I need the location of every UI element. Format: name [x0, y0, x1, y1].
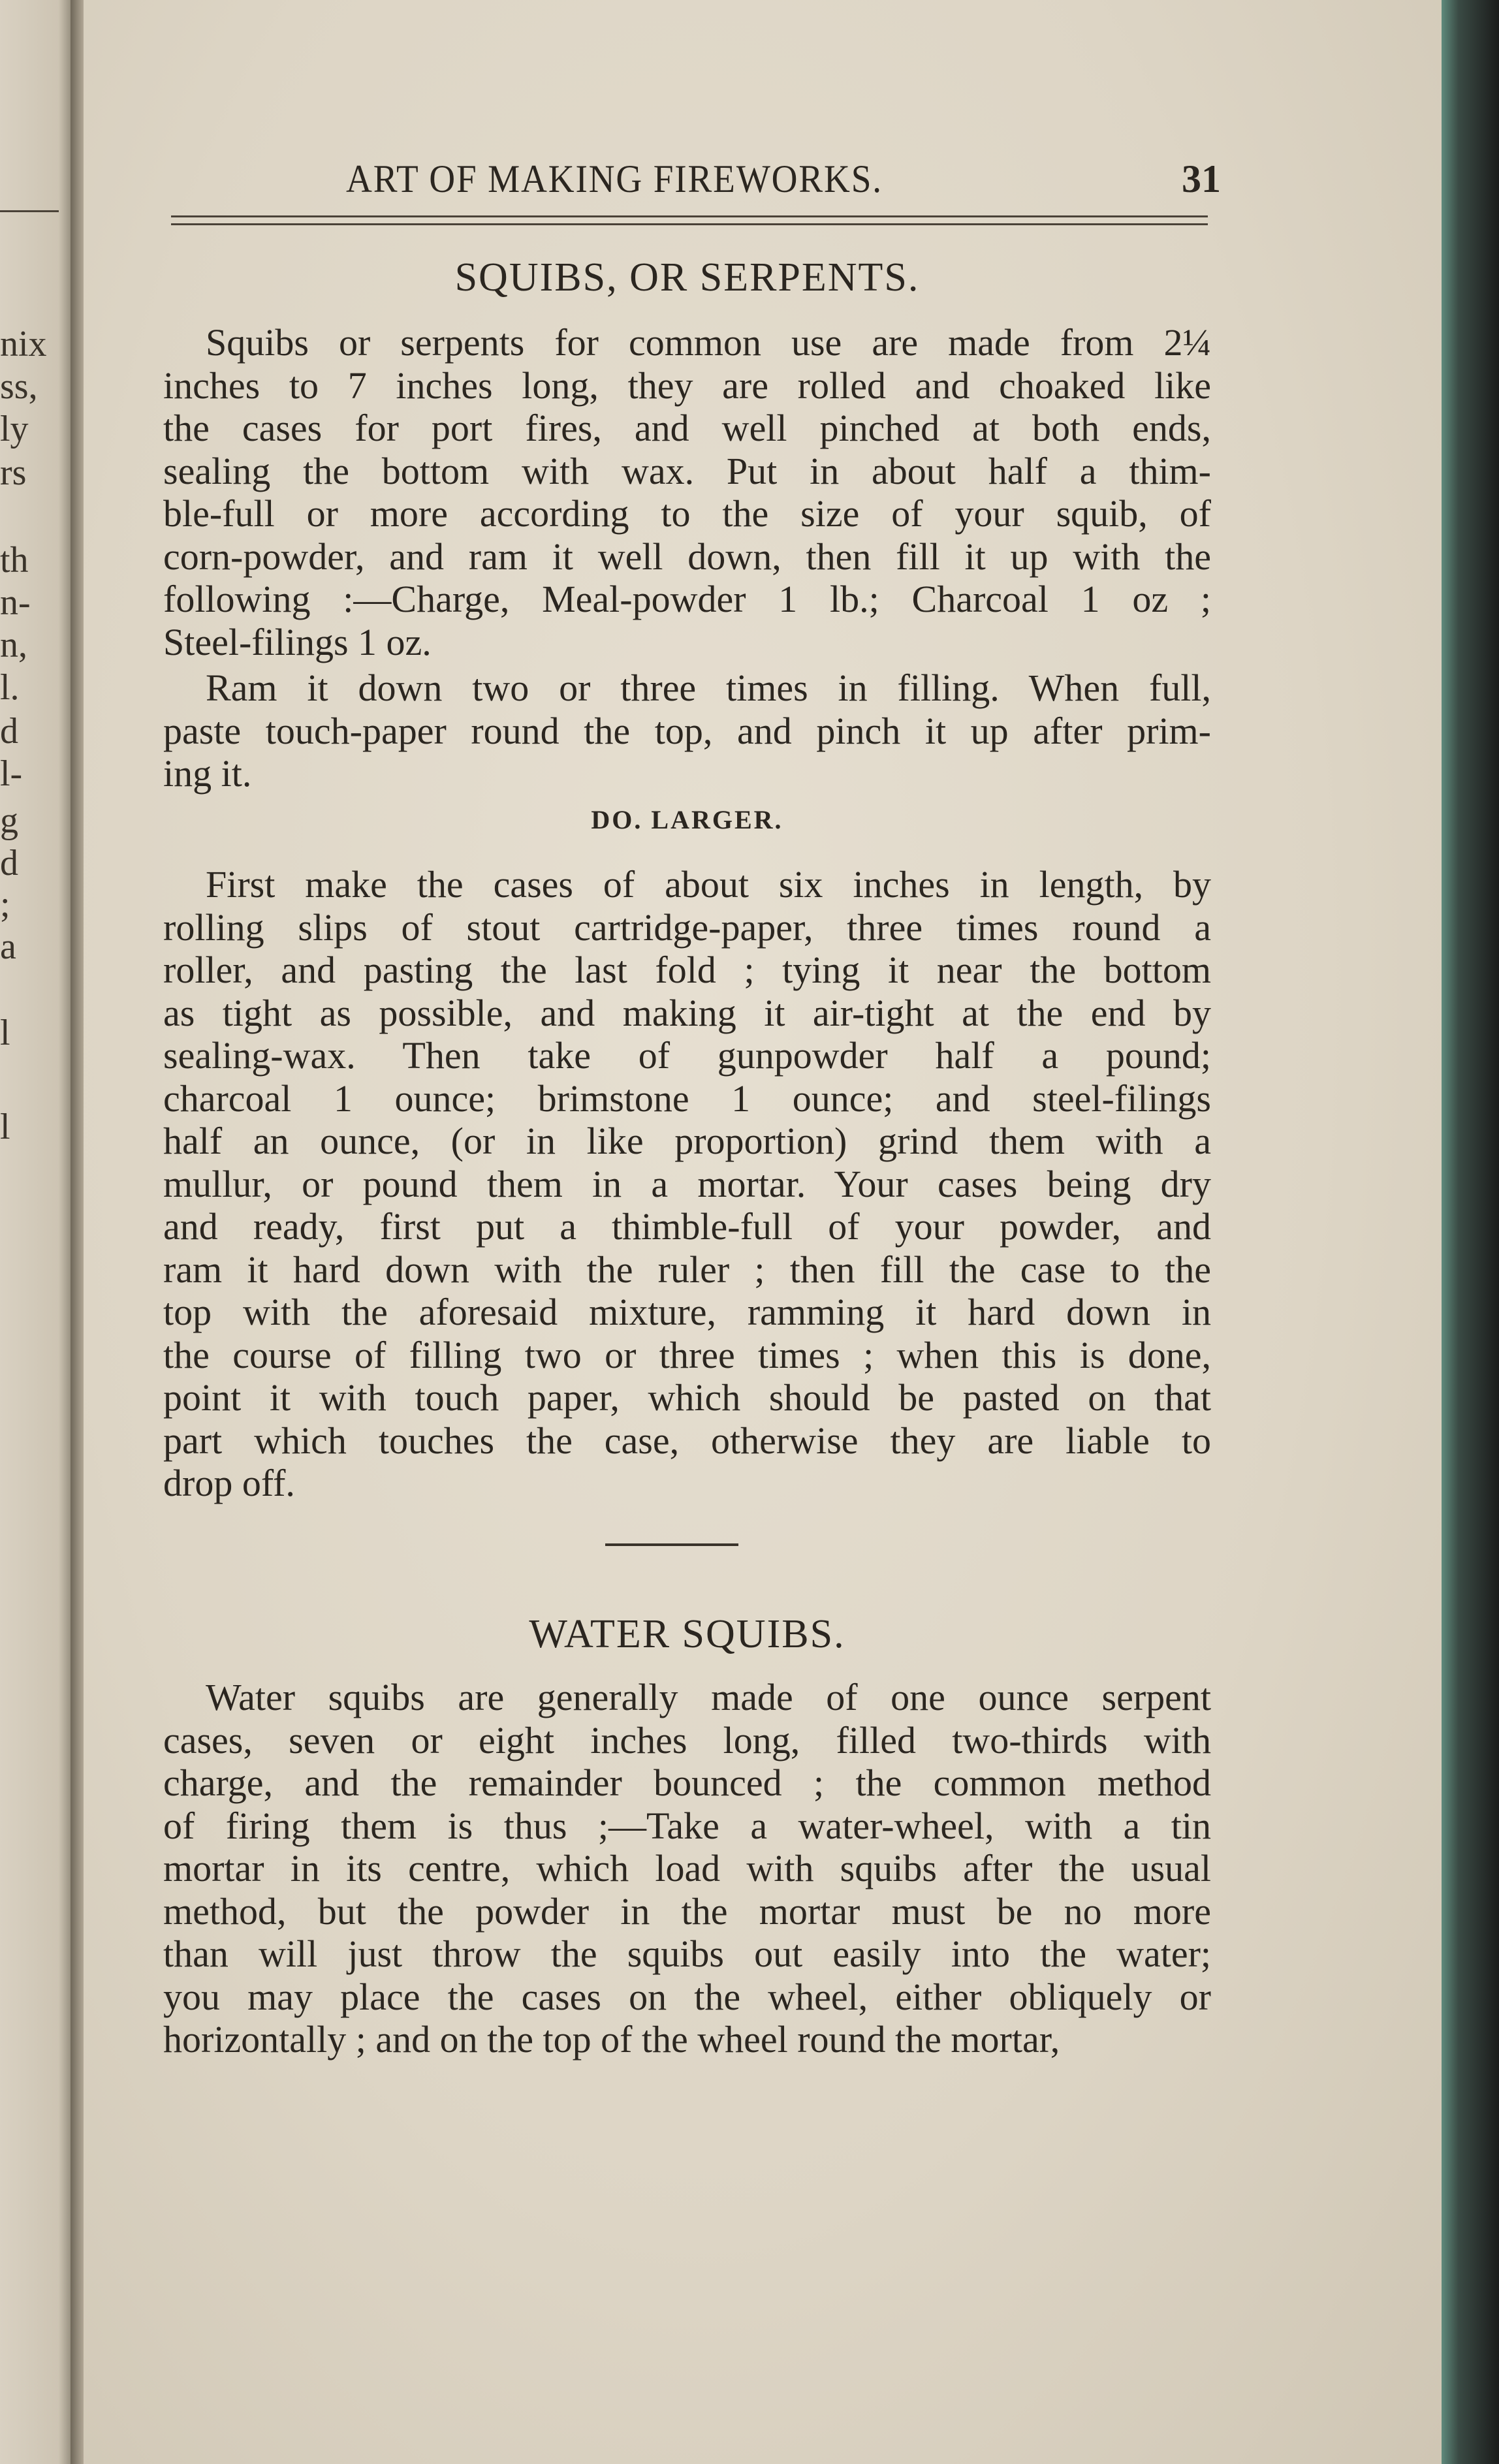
text-line: ble-full or more according to the size of your squib, of	[163, 492, 1211, 535]
facing-page-fragment: nix	[0, 324, 47, 364]
text-line: inches to 7 inches long, they are rolled and choaked like	[163, 364, 1211, 407]
paragraph	[163, 863, 1211, 1505]
facing-page-fragment: l.	[0, 667, 20, 708]
facing-page-fragment: a	[0, 926, 16, 967]
text-line: charcoal 1 ounce; brimstone 1 ounce; and steel-filings	[163, 1077, 1211, 1120]
text-line: following :—Charge, Meal-powder 1 lb.; Charcoal 1 oz ;	[163, 578, 1211, 620]
facing-page-fragment: rs	[0, 452, 27, 493]
facing-page-fragment: ;	[0, 884, 10, 924]
text-line: Ram it down two or three times in filling. When full,	[206, 667, 1211, 709]
text-line: the cases for port fires, and well pinched at both ends,	[163, 407, 1211, 449]
text-line: Steel-filings 1 oz.	[163, 620, 432, 663]
text-line: of firing them is thus ;—Take a water-wheel, with a tin	[163, 1804, 1211, 1847]
facing-page-rule	[0, 210, 59, 212]
text-line: mortar in its centre, which load with squibs after the usual	[163, 1847, 1211, 1889]
text-line: corn-powder, and ram it well down, then fill it up with the	[163, 535, 1211, 578]
text-line: part which touches the case, otherwise they are liable to	[163, 1419, 1211, 1462]
text-line: Squibs or serpents for common use are made from 2¼	[206, 321, 1211, 364]
section-heading-squibs: SQUIBS, OR SERPENTS.	[454, 255, 920, 300]
running-title: ART OF MAKING FIREWORKS.	[346, 157, 883, 200]
text-line: rolling slips of stout cartridge-paper, three times round a	[163, 906, 1211, 949]
book-cover-edge	[1442, 0, 1499, 2464]
facing-page-fragment: d	[0, 843, 18, 883]
facing-page-fragment: n-	[0, 582, 31, 623]
facing-page-fragment: l	[0, 1013, 10, 1053]
text-line: drop off.	[163, 1462, 295, 1504]
text-line: method, but the powder in the mortar must be no more	[163, 1889, 1211, 1933]
text-line: paste touch-paper round the top, and pinch it up after prim-	[163, 709, 1211, 752]
paragraph	[163, 667, 1211, 795]
text-line: sealing the bottom with wax. Put in about half a thim-	[163, 449, 1211, 492]
text-line: than will just throw the squibs out easily into the water;	[163, 1933, 1211, 1975]
text-line: top with the aforesaid mixture, ramming it hard down in	[163, 1291, 1211, 1333]
text-line: you may place the cases on the wheel, either obliquely or	[163, 1975, 1211, 2018]
section-divider	[605, 1543, 738, 1546]
paragraph	[163, 1676, 1211, 2061]
text-line: ing it.	[163, 752, 252, 795]
paragraph	[163, 321, 1211, 663]
facing-page-fragment: th	[0, 540, 29, 580]
facing-page-fragment: d	[0, 711, 18, 751]
text-line: and ready, first put a thimble-full of your powder, and	[163, 1205, 1211, 1248]
text-line: sealing-wax. Then take of gunpowder half a pound;	[163, 1034, 1211, 1077]
text-line: Water squibs are generally made of one ounce serpent	[206, 1676, 1211, 1718]
text-line: ram it hard down with the ruler ; then fill the case to the	[163, 1248, 1211, 1291]
text-line: roller, and pasting the last fold ; tying it near the bottom	[163, 949, 1211, 991]
facing-page-fragment: ss,	[0, 366, 38, 407]
facing-page-fragment: ly	[0, 409, 29, 449]
text-line: half an ounce, (or in like proportion) grind them with a	[163, 1120, 1211, 1162]
text-line: mullur, or pound them in a mortar. Your cases being dry	[163, 1162, 1211, 1205]
text-line: the course of filling two or three times ; when this is done,	[163, 1333, 1211, 1376]
text-line: First make the cases of about six inches in length, by	[206, 863, 1211, 906]
text-line: cases, seven or eight inches long, filled two-thirds with	[163, 1718, 1211, 1761]
page-number: 31	[1182, 157, 1221, 200]
header-rule	[171, 215, 1208, 217]
book-gutter	[71, 0, 85, 2464]
text-line: point it with touch paper, which should be pasted on that	[163, 1376, 1211, 1419]
facing-page-fragment: l	[0, 1107, 10, 1147]
facing-page-fragment: l-	[0, 753, 23, 794]
text-line: as tight as possible, and making it air-tight at the end by	[163, 991, 1211, 1034]
section-heading-do-larger: DO. LARGER.	[591, 805, 783, 834]
facing-page-fragment: g	[0, 800, 18, 841]
section-heading-water-squibs: WATER SQUIBS.	[529, 1612, 845, 1656]
header-rule	[171, 223, 1208, 225]
facing-page-fragment: n,	[0, 625, 27, 665]
text-line: horizontally ; and on the top of the wheel round the mortar,	[163, 2018, 1060, 2061]
text-line: charge, and the remainder bounced ; the common method	[163, 1761, 1211, 1804]
